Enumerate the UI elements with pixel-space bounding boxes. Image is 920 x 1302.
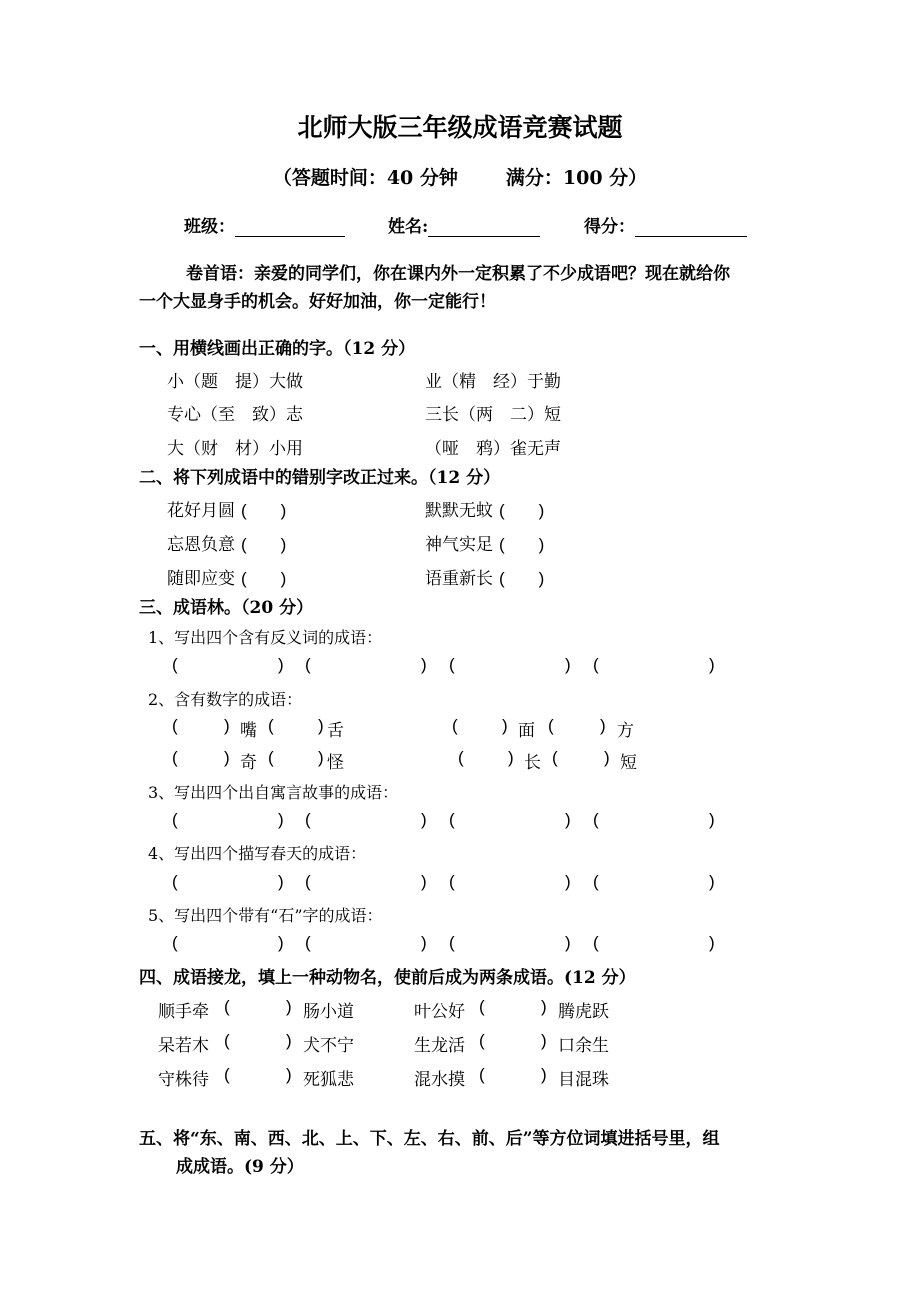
section-1-item: 三长（两 二）短 [425,405,561,425]
section-1-item: 业（精 经）于勤 [425,372,561,392]
exam-full-score: 满分：100 分） [505,167,648,189]
question-3-5: 5、写出四个带有“石”字的成语： [148,906,383,925]
exam-time: （答题时间：40 分钟 [272,167,458,189]
section-2-heading: 二、将下列成语中的错别字改正过来。（12 分） [139,468,501,488]
section-4-heading: 四、成语接龙，填上一种动物名，使前后成为两条成语。(12 分） [139,968,636,988]
section-1-item: （哑 鸦）雀无声 [425,439,561,459]
page-title: 北师大版三年级成语竞赛试题 [297,113,623,142]
section-2-item: 忘恩负意 ( ) [167,535,287,555]
section-1-item: 小（题 提）大做 [167,372,303,392]
section-3-heading: 三、成语林。（20 分） [139,598,314,618]
section-1-item: 大（财 材）小用 [167,439,303,459]
score-field: 得分： [584,212,747,237]
section-2-item: 语重新长 ( ) [425,569,545,589]
score-blank[interactable] [635,218,747,237]
exam-subtitle [0,163,920,190]
section-2-item: 花好月圆 ( ) [167,501,287,521]
class-blank[interactable] [235,218,345,237]
name-field: 姓名: [388,212,540,237]
question-3-2: 2、含有数字的成语： [148,690,303,709]
section-5-heading-cont: 成成语。(9 分） [176,1157,304,1177]
question-3-1: 1、写出四个含有反义词的成语： [148,628,383,647]
intro-line-1: 卷首语：亲爱的同学们，你在课内外一定积累了不少成语吧？现在就给你 [186,264,730,284]
class-field: 班级： [184,212,345,237]
section-1-heading: 一、用横线画出正确的字。（12 分） [139,339,416,359]
answer-blank[interactable]: ) [278,655,284,674]
question-3-3: 3、写出四个出自寓言故事的成语： [148,783,399,802]
answer-blank[interactable]: ) [565,655,571,674]
section-2-item: 神气实足 ( ) [425,535,545,555]
section-5-heading: 五、将“东、南、西、北、上、下、左、右、前、后”等方位词填进括号里，组 [139,1129,720,1149]
name-blank[interactable] [428,218,540,237]
section-1-item: 专心（至 致）志 [167,405,303,425]
section-2-item: 默默无蚊 ( ) [425,501,545,521]
answer-blank[interactable]: ) [421,655,427,674]
answer-blank[interactable]: ) [709,655,715,674]
section-2-item: 随即应变 ( ) [167,569,287,589]
question-3-4: 4、写出四个描写春天的成语： [148,844,367,863]
intro-line-2: 一个大显身手的机会。好好加油，你一定能行！ [139,292,496,312]
